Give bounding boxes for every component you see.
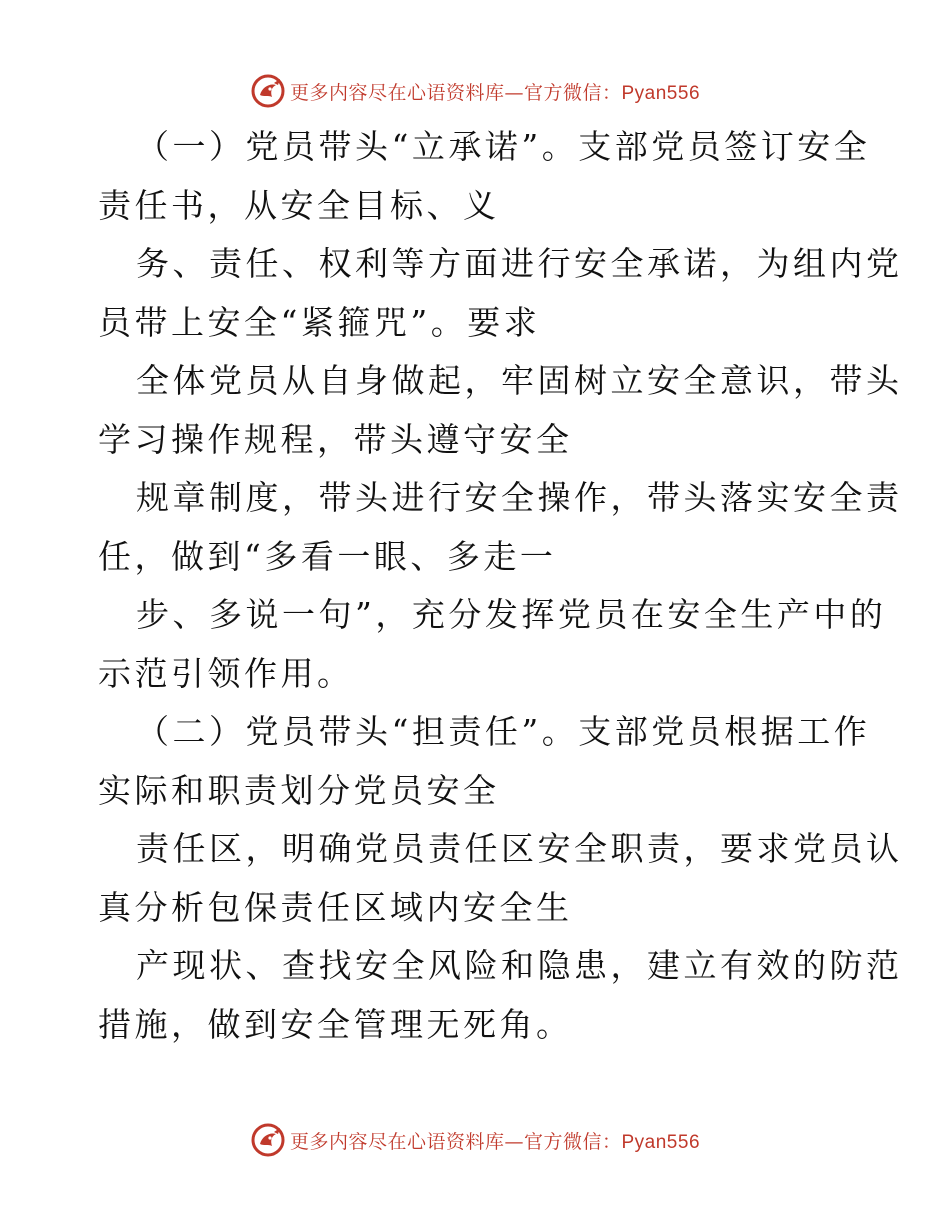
text-line: （一）党员带头“立承诺”。支部党员签订安全 (136, 127, 871, 166)
watermark-text (290, 1127, 700, 1154)
document-body (98, 118, 903, 1054)
text-line: （二）党员带头“担责任”。支部党员根据工作 (136, 712, 871, 751)
watermark-dash: — (504, 81, 524, 104)
rabbit-seal-logo-icon (250, 1122, 286, 1158)
text-line: 实际和职责划分党员安全 (98, 770, 500, 810)
header-watermark (0, 71, 950, 111)
watermark-wechat-id: Pyan556 (621, 82, 701, 104)
watermark-cn: 更多内容尽在心语资料库 (289, 1130, 505, 1153)
text-line: 示范引领作用。 (98, 653, 354, 693)
text-line: 责任区，明确党员责任区安全职责，要求党员认 (136, 829, 903, 868)
text-line: 全体党员从自身做起，牢固树立安全意识，带头 (136, 361, 903, 400)
text-line: 学习操作规程，带头遵守安全 (98, 419, 573, 459)
text-line: 措施，做到安全管理无死角。 (98, 1004, 573, 1044)
watermark-dash: — (504, 1130, 524, 1153)
text-line: 责任书，从安全目标、义 (98, 185, 500, 225)
text-line: 产现状、查找安全风险和隐患，建立有效的防范 (136, 946, 903, 985)
text-line: 规章制度，带头进行安全操作，带头落实安全责 (136, 478, 903, 517)
text-line: 任，做到“多看一眼、多走一 (98, 536, 557, 576)
footer-watermark (0, 1120, 950, 1160)
watermark-cn: 更多内容尽在心语资料库 (289, 81, 505, 104)
text-line: 步、多说一句”，充分发挥党员在安全生产中的 (136, 595, 887, 634)
watermark-text (290, 78, 700, 105)
text-line: 员带上安全“紧箍咒”。要求 (98, 302, 541, 342)
text-line: 真分析包保责任区域内安全生 (98, 887, 573, 927)
rabbit-seal-logo-icon (250, 73, 286, 109)
text-line: 务、责任、权利等方面进行安全承诺，为组内党 (136, 244, 903, 283)
watermark-wechat-id: Pyan556 (621, 1131, 701, 1153)
watermark-cn2: 官方微信： (523, 1130, 622, 1153)
watermark-cn2: 官方微信： (523, 81, 622, 104)
